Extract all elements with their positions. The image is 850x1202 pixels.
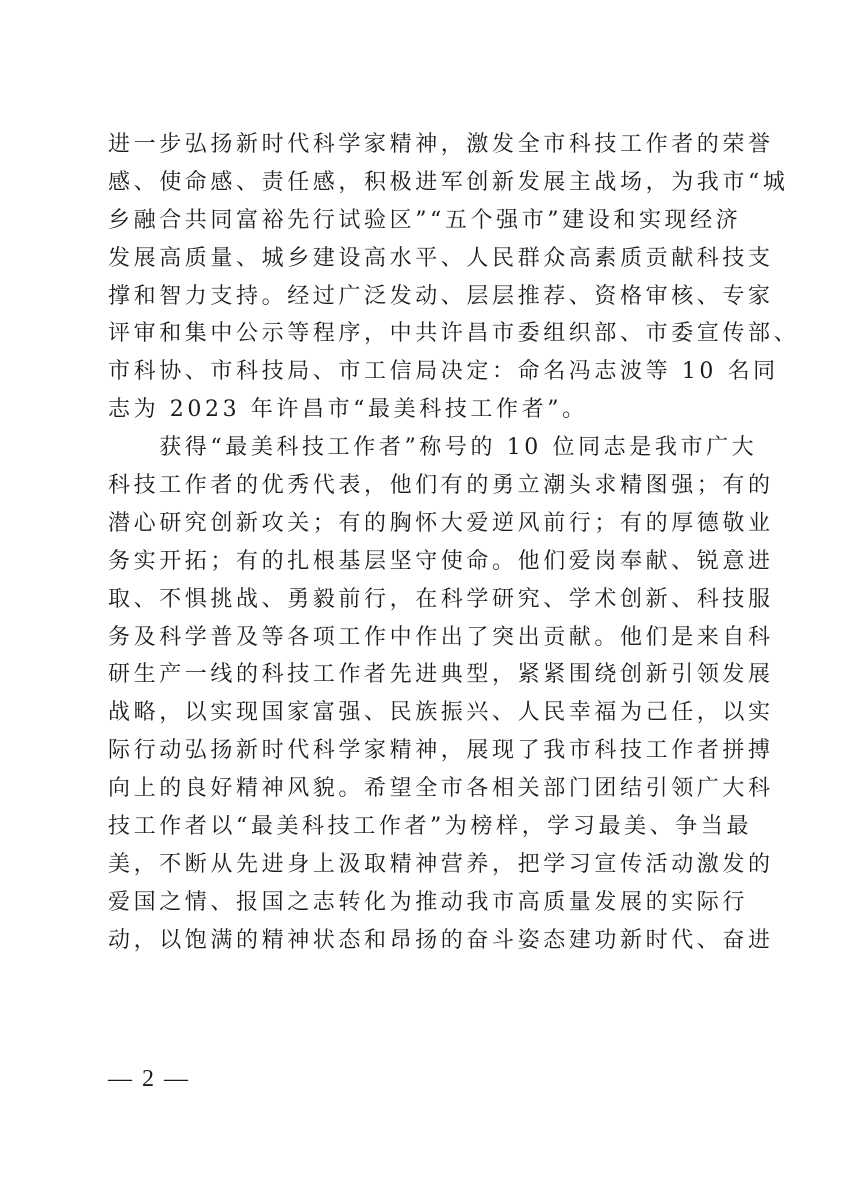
body-text [108,126,800,960]
page-number: — 2 — [108,1066,190,1092]
text-line: 务实开拓；有的扎根基层坚守使命。他们爱岗奉献、锐意进 [108,548,774,574]
text-line: 感、使命感、责任感，积极进军创新发展主战场，为我市“城 [108,169,789,195]
text-line: 市科协、市科技局、市工信局决定：命名冯志波等 10 名同 [108,359,779,385]
text-line: 发展高质量、城乡建设高水平、人民群众高素质贡献科技支 [108,245,774,271]
text-line: 爱国之情、报国之志转化为推动我市高质量发展的实际行 [108,889,749,915]
text-line: 志为 2023 年许昌市“最美科技工作者”。 [108,397,588,423]
text-line: 评审和集中公示等程序，中共许昌市委组织部、市委宣传部、 [108,321,800,347]
text-line: 向上的良好精神风貌。希望全市各相关部门团结引领广大科 [108,776,774,802]
text-line: 撑和智力支持。经过广泛发动、层层推荐、资格审核、专家 [108,283,774,309]
text-line: 动，以饱满的精神状态和昂扬的奋斗姿态建功新时代、奋进 [108,927,774,953]
text-line: 取、不惧挑战、勇毅前行，在科学研究、学术创新、科技服 [108,586,774,612]
text-line: 获得“最美科技工作者”称号的 10 位同志是我市广大 [108,435,758,461]
text-line: 乡融合共同富裕先行试验区”“五个强市”建设和实现经济 [108,207,742,233]
text-line: 研生产一线的科技工作者先进典型，紧紧围绕创新引领发展 [108,662,774,688]
text-line: 务及科学普及等各项工作中作出了突出贡献。他们是来自科 [108,624,774,650]
text-line: 际行动弘扬新时代科学家精神，展现了我市科技工作者拼搏 [108,738,774,764]
text-line: 美，不断从先进身上汲取精神营养，把学习宣传活动激发的 [108,851,774,877]
text-line: 进一步弘扬新时代科学家精神，激发全市科技工作者的荣誉 [108,132,774,157]
text-line: 战略，以实现国家富强、民族振兴、人民幸福为己任，以实 [108,700,774,726]
text-line: 潜心研究创新攻关；有的胸怀大爱逆风前行；有的厚德敬业 [108,510,774,536]
text-line: 科技工作者的优秀代表，他们有的勇立潮头求精图强；有的 [108,473,774,499]
text-line: 技工作者以“最美科技工作者”为榜样，学习最美、争当最 [108,814,753,840]
